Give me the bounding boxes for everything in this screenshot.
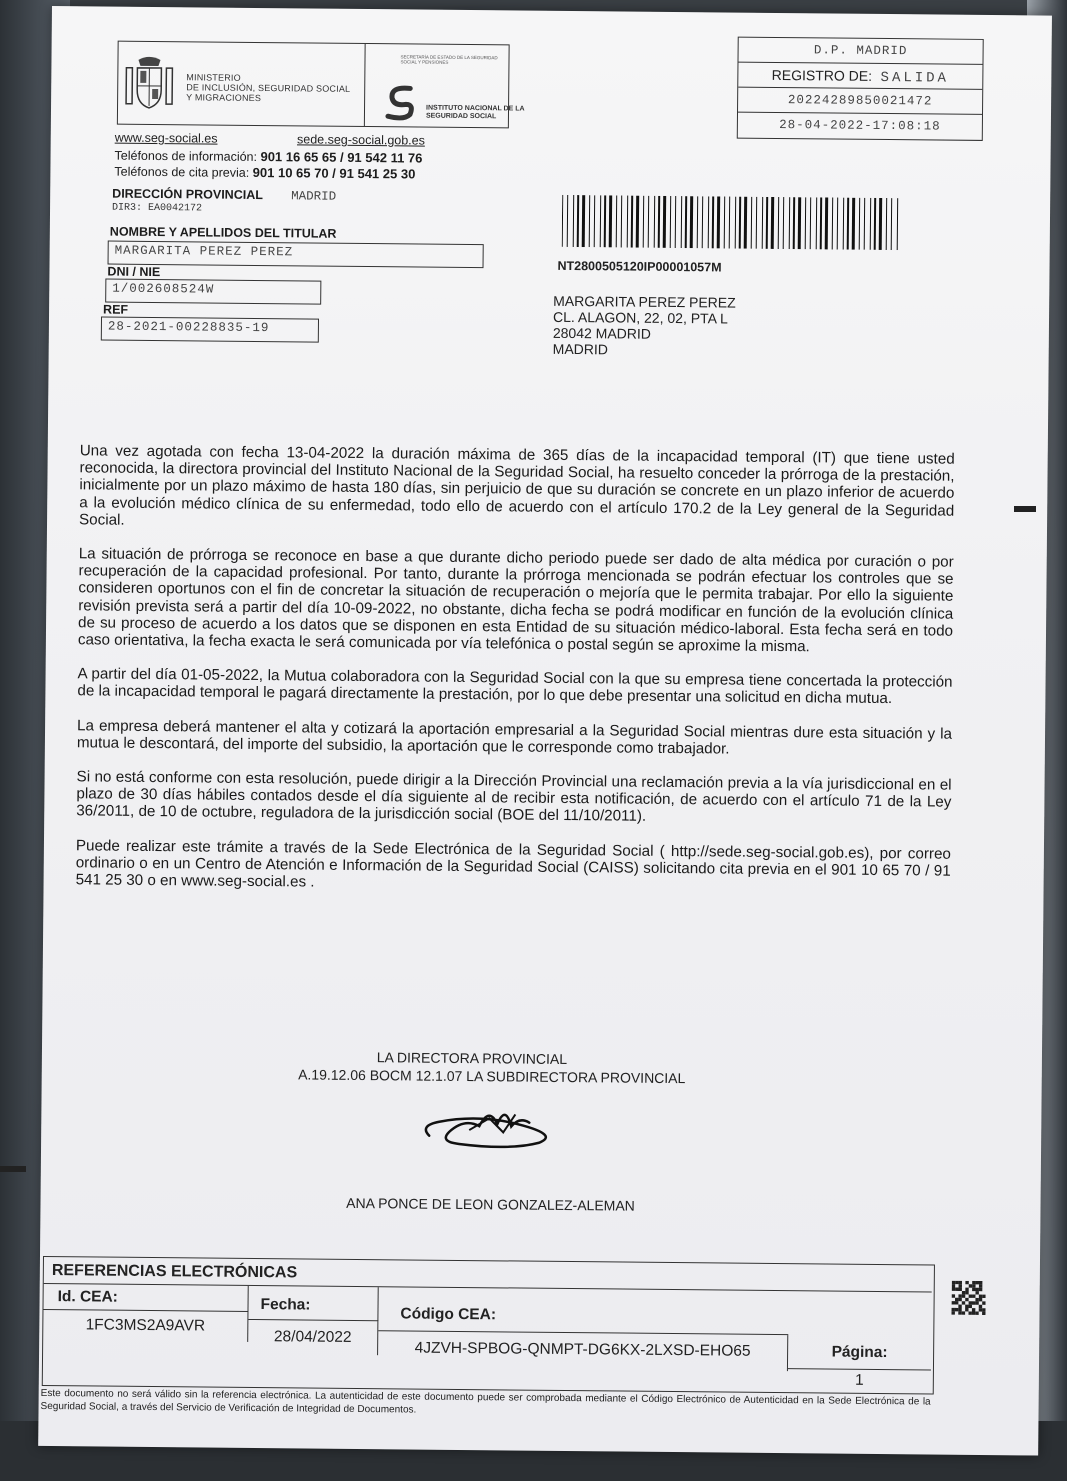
info-phones-label: Teléfonos de información: bbox=[114, 148, 258, 164]
signer-name: ANA PONCE DE LEON GONZALEZ-ALEMAN bbox=[346, 1194, 635, 1214]
registry-number: 20224289850021472 bbox=[738, 88, 982, 115]
fold-mark-right bbox=[1014, 506, 1036, 512]
registry-office: D.P. MADRID bbox=[738, 38, 982, 65]
phone-block bbox=[114, 148, 422, 183]
holder-name-label: NOMBRE Y APELLIDOS DEL TITULAR bbox=[109, 224, 337, 241]
direction-value: MADRID bbox=[291, 189, 337, 204]
registry-datetime: 28-04-2022-17:08:18 bbox=[779, 117, 941, 134]
letter-page bbox=[38, 6, 1052, 1456]
registry-label: REGISTRO DE: bbox=[771, 66, 873, 84]
logo-divider bbox=[364, 44, 366, 126]
seguridad-social-logo-icon bbox=[380, 82, 420, 122]
sede-link[interactable]: sede.seg-social.gob.es bbox=[296, 132, 425, 148]
cea-id-value: 1FC3MS2A9AVR bbox=[43, 1310, 248, 1342]
letter-body bbox=[75, 442, 954, 914]
validity-disclaimer: Este documento no será válido sin la referencia electrónica. La autenticidad de este documento puede ser comprobada mediante el Código Electrónico de Autenticidad en la Sede Electrónica de la Seguridad Social, a través del Servicio de Verificación de Integridad de Documentos. bbox=[40, 1387, 931, 1416]
dni-field: 1/002608524W bbox=[105, 279, 321, 305]
cea-code-value: 4JZVH-SPBOG-QNMPT-DG6KX-2LXSD-EHO65 bbox=[378, 1331, 788, 1371]
ref-label: REF bbox=[103, 302, 129, 317]
website-link[interactable]: www.seg-social.es bbox=[114, 130, 218, 146]
page-label: Página: bbox=[788, 1335, 931, 1370]
dni-label: DNI / NIE bbox=[107, 264, 161, 280]
paragraph-1: Una vez agotada con fecha 13-04-2022 la duración máxima de 365 días de la incapacidad temporal (IT) que tiene usted reconocida, la directora provincial del Instituto Nacional de la Seguridad Social, ha resuelto conceder la prórroga de la prestación, inicialmente por un plazo máximo de hasta 180 días, sin perjuicio de que su duración se concrete en un plazo inferior de acuerdo a la evolución médico clínica de su enfermedad, todo ello de acuerdo con el artículo 170.2 de la Ley general de la Seguridad Social. bbox=[78, 442, 955, 529]
registry-type: SALIDA bbox=[880, 69, 950, 87]
dir3-code: DIR3: EA0042172 bbox=[112, 202, 203, 215]
references-title: REFERENCIAS ELECTRÓNICAS bbox=[44, 1257, 932, 1293]
paragraph-3: A partir del día 01-05-2022, la Mutua colaboradora con la Seguridad Social con la que su empresa tiene concertada la protección de la incapacidad temporal le pagará directamente la prestación, por lo que debe presentar una solicitud en dicha mutua. bbox=[77, 665, 953, 708]
handwritten-signature bbox=[419, 1096, 570, 1157]
date-value: 28/04/2022 bbox=[248, 1320, 378, 1355]
paragraph-5: Si no está conforme con esta resolución, puede dirigir a la Dirección Provincial una reclamación previa a la vía jurisdiccional en el plazo de 30 días hábiles contados desde el día siguiente al de recibir esta notificación, de acuerdo con el artículo 71 de la Ley 36/2011, de 10 de octubre, reguladora de la jurisdicción social (BOE del 11/10/2011). bbox=[76, 768, 952, 826]
mail-barcode bbox=[562, 195, 902, 250]
appt-phones: 901 10 65 70 / 91 541 25 30 bbox=[252, 164, 416, 182]
recipient-address: MARGARITA PEREZ PEREZ CL. ALAGON, 22, 02, PTA L 28042 MADRID MADRID bbox=[552, 292, 736, 358]
website-links bbox=[115, 131, 425, 148]
paragraph-2: La situación de prórroga se reconoce en base a que durante dicho periodo puede ser dado de alta médica por curación o por recuperación de la capacidad profesional. Por tanto, durante la prórroga mencionada se podrán efectuar los controles que se consideren oportunos con el fin de concretar la situación de recuperación o mejoría que le permita trabajar. Por ello la siguiente revisión prevista será a partir del día 10-09-2022, no obstante, dicha fecha se podrá modificar en función de la evolución clínica de su proceso de acuerdo a los datos que se disponen en esta Entidad de su situación médico-laboral. Esta fecha será en todo caso orientativa, la fecha exacta le será comunicada por vía telefónica o postal según se aproxime la misma. bbox=[77, 545, 954, 656]
cea-code-label: Código CEA: bbox=[378, 1287, 788, 1335]
signatory-title: LA DIRECTORA PROVINCIAL bbox=[376, 1049, 568, 1067]
registry-box bbox=[737, 37, 984, 141]
page-value: 1 bbox=[854, 1371, 864, 1389]
agency-name: INSTITUTO NACIONAL DE LA SEGURIDAD SOCIAL bbox=[425, 104, 525, 121]
info-phones: 901 16 65 65 / 91 542 11 76 bbox=[260, 149, 423, 166]
barcode-text: NT2800505120IP00001057M bbox=[557, 258, 722, 275]
fold-mark-left bbox=[0, 1166, 26, 1172]
qr-code-icon bbox=[951, 1281, 985, 1315]
cea-id-label: Id. CEA: bbox=[43, 1284, 248, 1312]
paragraph-4: La empresa deberá mantener el alta y cotizará la aportación empresarial a la Seguridad Social mientras dure esta situación y la mutua le descontará, del importe del subsidio, la aportación que le corresponde como trabajador. bbox=[76, 716, 953, 758]
holder-name-field: MARGARITA PEREZ PEREZ bbox=[108, 241, 484, 269]
coat-of-arms-icon bbox=[124, 54, 175, 112]
electronic-references-table bbox=[42, 1256, 935, 1395]
secretaria-label: SECRETARÍA DE ESTADO DE LA SEGURIDAD SOCIAL Y PENSIONES bbox=[400, 54, 498, 65]
direction-label: DIRECCIÓN PROVINCIAL bbox=[112, 186, 263, 203]
ministry-name: MINISTERIO DE INCLUSIÓN, SEGURIDAD SOCIAL Y MIGRACIONES bbox=[186, 72, 351, 104]
signatory-delegation: A.19.12.06 BOCM 12.1.07 LA SUBDIRECTORA PROVINCIAL bbox=[298, 1066, 686, 1087]
header-logo-box bbox=[117, 41, 525, 129]
paragraph-6: Puede realizar este trámite a través de la Sede Electrónica de la Seguridad Social ( http://sede.seg-social.gob.es), por correo ordinario o en un Centro de Atención e Información de la Seguridad Social (CAISS) solicitando cita previa en el 901 10 65 70 / 91 541 25 30 o en www.seg-social.es . bbox=[75, 836, 951, 891]
date-label: Fecha: bbox=[248, 1286, 378, 1321]
ref-field: 28-2021-00228835-19 bbox=[101, 316, 319, 342]
registry-type-row bbox=[738, 63, 982, 90]
appt-phones-label: Teléfonos de cita previa: bbox=[114, 164, 250, 180]
